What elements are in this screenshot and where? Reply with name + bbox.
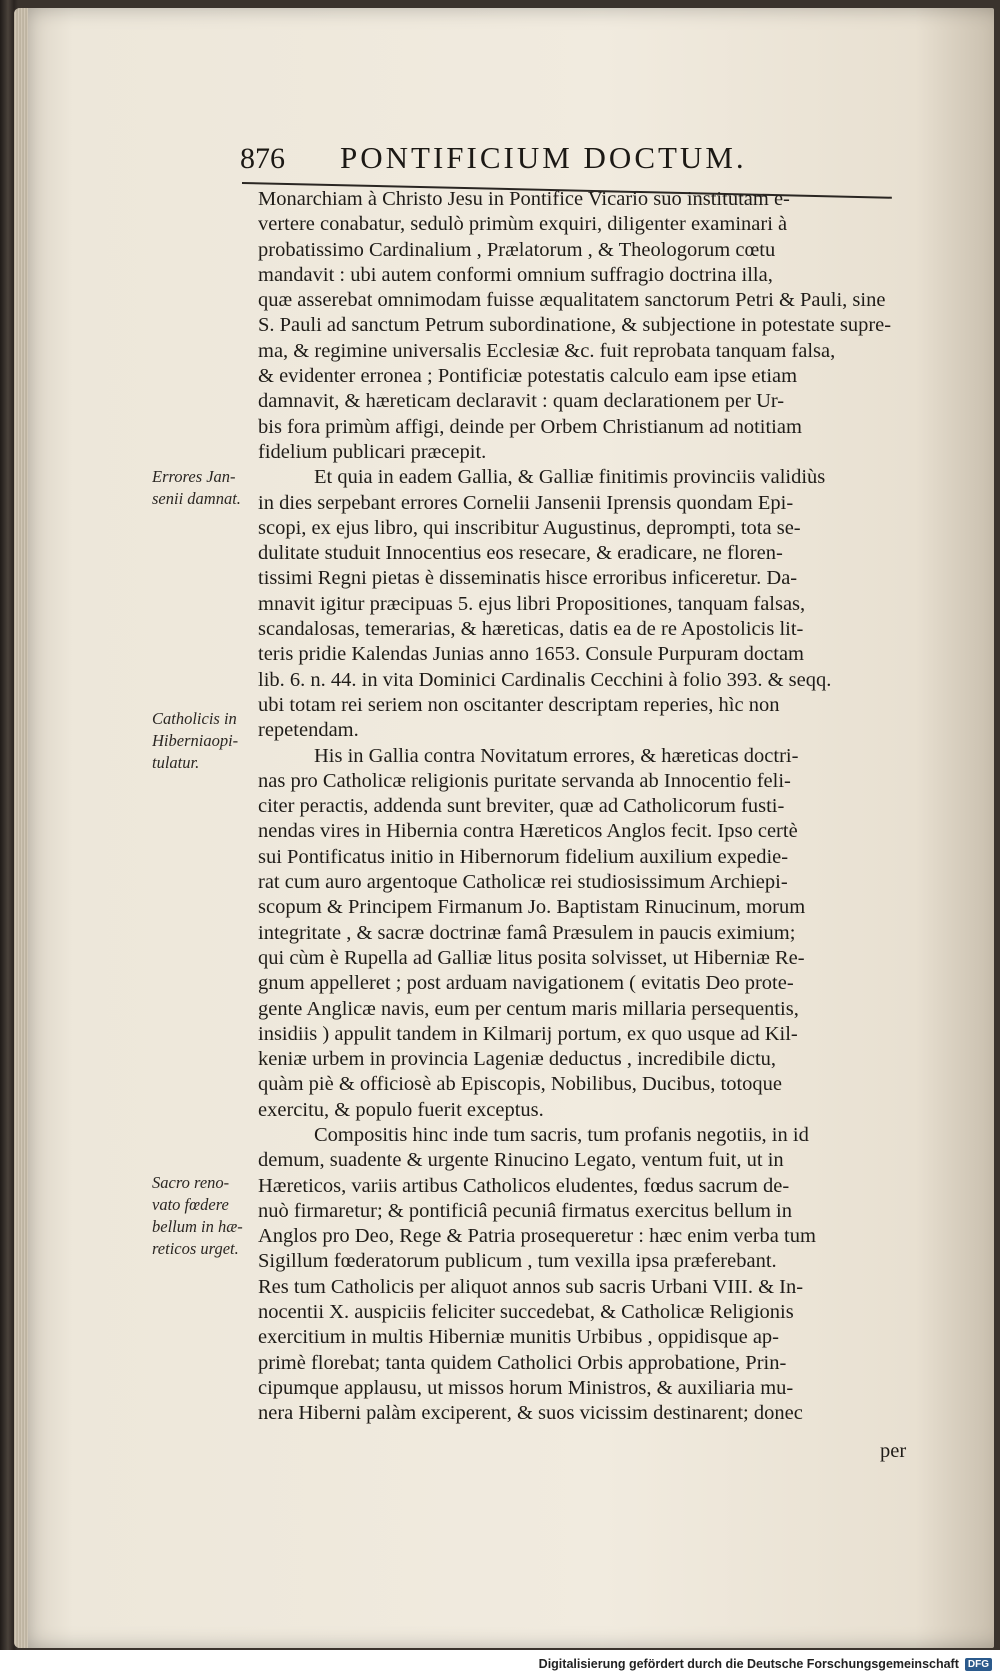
text-line: exercitu, & populo fuerit exceptus. <box>258 1098 544 1121</box>
text-line: exercitium in multis Hiberniæ munitis Urbibus , oppidisque ap- <box>258 1326 779 1349</box>
margin-note-line: tulatur. <box>152 753 200 772</box>
margin-note-line: senii damnat. <box>152 489 241 508</box>
text-line: rat cum auro argentoque Catholicæ rei studiosissimum Archiepi- <box>258 871 788 894</box>
text-line: gente Anglicæ navis, eum per centum maris millaria persequentis, <box>258 997 799 1020</box>
text-line: tissimi Regni pietas è disseminatis hisce erroribus inficeretur. Da- <box>258 567 798 590</box>
text-line: mnavit igitur præcipuas 5. ejus libri Propositiones, tanquam falsas, <box>258 592 806 615</box>
text-line: S. Pauli ad sanctum Petrum subordinatione, & subjectione in potestate supre- <box>258 314 892 337</box>
text-line: integritate , & sacræ doctrinæ famâ Præsulem in paucis eximium; <box>258 921 796 944</box>
text-line: citer peractis, addenda sunt breviter, quæ ad Catholicorum fusti- <box>258 795 785 818</box>
text-line: nera Hiberni palàm exciperent, & suos vicissim destinarent; donec <box>258 1402 803 1425</box>
text-line: in dies serpebant errores Cornelii Jansenii Iprensis quondam Epi- <box>258 491 794 514</box>
text-line: His in Gallia contra Novitatum errores, & hæreticas doctri- <box>314 744 799 767</box>
text-line: Sigillum fœderatorum publicum , tum vexilla ipsa præferebant. <box>258 1250 777 1273</box>
text-line: teris pridie Kalendas Junias anno 1653. Consule Purpuram doctam <box>258 643 804 666</box>
text-line: vertere conabatur, sedulò primùm exquiri, diligenter examinari à <box>258 213 788 236</box>
text-line: & evidenter erronea ; Pontificiæ potestatis calculo eam ipse etiam <box>258 365 798 388</box>
text-line: fidelium publicari præcepit. <box>258 440 487 463</box>
text-line: primè florebat; tanta quidem Catholici Orbis approbatione, Prin- <box>258 1351 787 1374</box>
text-line: gnum appelleret ; post arduam navigationem ( evitatis Deo prote- <box>258 972 794 995</box>
page-edge <box>14 8 28 1648</box>
text-line: mandavit : ubi autem conformi omnium suffragio doctrina illa, <box>258 263 773 286</box>
paragraph <box>258 187 898 465</box>
text-line: nocentii X. auspiciis feliciter succedebat, & Catholicæ Religionis <box>258 1301 794 1324</box>
text-line: quàm piè & officiosè ab Episcopis, Nobilibus, Ducibus, totoque <box>258 1073 783 1096</box>
margin-note-line: bellum in hæ- <box>152 1217 243 1236</box>
text-line: nuò firmaretur; & pontificiâ pecuniâ firmatus exercitus bellum in <box>258 1199 792 1222</box>
text-line: Compositis hinc inde tum sacris, tum profanis negotiis, in id <box>314 1123 809 1146</box>
digitization-footer <box>0 1650 1000 1678</box>
text-line: probatissimo Cardinalium , Prælatorum , & Theologorum cœtu <box>258 238 776 261</box>
text-line: scopum & Principem Firmanum Jo. Baptistam Rinucinum, morum <box>258 896 806 919</box>
text-line: Et quia in eadem Gallia, & Galliæ finitimis provinciis validiùs <box>314 466 826 489</box>
text-line: nendas vires in Hibernia contra Hæreticos Anglos fecit. Ipso certè <box>258 820 798 843</box>
text-line: sui Pontificatus initio in Hibernorum fidelium auxilium expedie- <box>258 845 789 868</box>
catchword: per <box>880 1440 907 1462</box>
paragraph <box>258 744 898 1123</box>
text-line: bis fora primùm affigi, deinde per Orbem Christianum ad notitiam <box>258 415 802 438</box>
margin-note-line: Errores Jan- <box>152 467 236 486</box>
dfg-logo-icon: DFG <box>965 1658 992 1671</box>
text-line: repetendam. <box>258 719 359 742</box>
margin-note-catholicis <box>152 708 260 774</box>
margin-note-line: Hiberniaopi- <box>152 731 239 750</box>
text-line: lib. 6. n. 44. in vita Dominici Cardinalis Cecchini à folio 393. & seqq. <box>258 668 832 691</box>
page-header <box>240 140 900 176</box>
running-title: PONTIFICIUM DOCTUM. <box>340 140 747 175</box>
text-line: cipumque applausu, ut missos horum Ministros, & auxiliaria mu- <box>258 1376 794 1399</box>
text-line: quæ asserebat omnimodam fuisse æqualitatem sanctorum Petri & Pauli, sine <box>258 289 886 312</box>
text-line: Anglos pro Deo, Rege & Patria prosequeretur : hæc enim verba tum <box>258 1225 816 1248</box>
margin-note-errores <box>152 466 260 510</box>
text-line: qui cùm è Rupella ad Galliæ litus posita solvisset, ut Hiberniæ Re- <box>258 946 805 969</box>
margin-note-line: Sacro reno- <box>152 1173 230 1192</box>
text-line: Monarchiam à Christo Jesu in Pontifice Vicario suo institutam e- <box>258 188 790 210</box>
text-line: nas pro Catholicæ religionis puritate servanda ab Innocentio feli- <box>258 769 791 792</box>
text-line: damnavit, & hæreticam declaravit : quam declarationem per Ur- <box>258 390 785 413</box>
paragraph <box>258 465 898 743</box>
page-number: 876 <box>240 142 285 175</box>
text-line: scandalosas, temerarias, & hæreticas, datis ea de re Apostolicis lit- <box>258 618 804 641</box>
text-line: scopi, ex ejus libro, qui inscribitur Augustinus, deprompti, tota se- <box>258 516 801 539</box>
text-line: Res tum Catholicis per aliquot annos sub sacris Urbani VIII. & In- <box>258 1275 804 1298</box>
text-line: ma, & regimine universalis Ecclesiæ &c. fuit reprobata tanquam falsa, <box>258 339 836 362</box>
margin-note-line: reticos urget. <box>152 1239 239 1258</box>
text-line: keniæ urbem in provincia Lageniæ deductus , incredibile dictu, <box>258 1048 777 1071</box>
text-line: dulitate studuit Innocentius eos resecare, & eradicare, ne floren- <box>258 542 783 565</box>
margin-note-sacro <box>152 1172 260 1260</box>
footer-credit: Digitalisierung gefördert durch die Deutsche Forschungsgemeinschaft <box>538 1657 959 1671</box>
margin-note-line: Catholicis in <box>152 709 237 728</box>
margin-note-line: vato fœdere <box>152 1195 229 1214</box>
text-line: Hæreticos, variis artibus Catholicos eludentes, fœdus sacrum de- <box>258 1174 790 1197</box>
text-line: demum, suadente & urgente Rinucino Legato, ventum fuit, ut in <box>258 1149 784 1172</box>
text-line: ubi totam rei seriem non oscitanter descriptam reperies, hìc non <box>258 693 780 716</box>
paragraph <box>258 1123 898 1427</box>
body-text <box>258 187 898 1427</box>
text-line: insidiis ) appulit tandem in Kilmarij portum, ex quo usque ad Kil- <box>258 1022 798 1045</box>
